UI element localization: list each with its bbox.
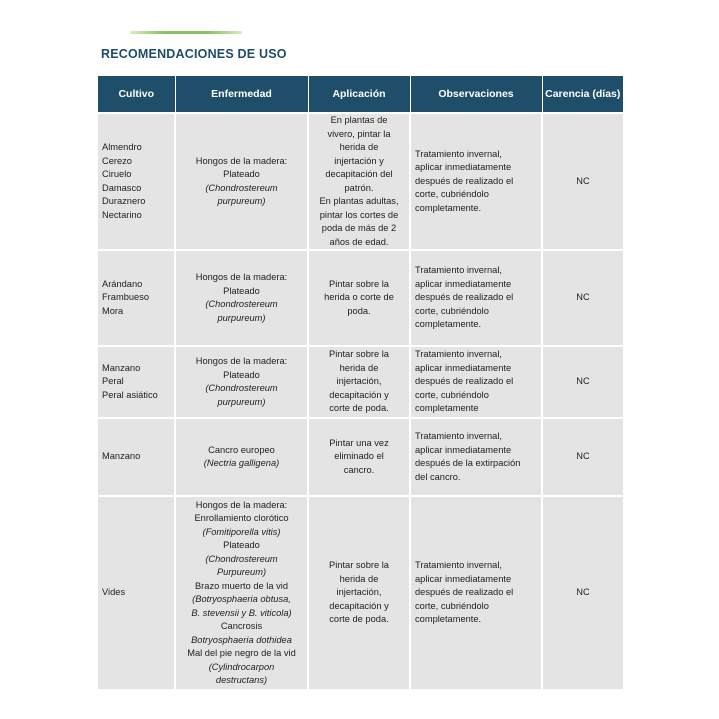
cell-text-line: completamente.	[415, 319, 482, 330]
cell-text-line: Plateado	[223, 285, 260, 296]
cell-text-line: corte, cubriéndolo	[415, 305, 489, 316]
cell-text-line: aplicar inmediatamente	[415, 444, 512, 455]
cell-text-line: En plantas adultas,	[319, 196, 399, 206]
cell-text-line: injertación,	[336, 376, 382, 387]
cell-text-line: Mora	[102, 305, 124, 316]
cell-aplicacion	[308, 250, 410, 346]
cell-text-line: Cancrosis	[220, 621, 263, 631]
cell-carencia: NC	[542, 113, 623, 250]
cell-cultivo	[98, 113, 175, 250]
cell-text-line: Botryosphaeria dothidea	[191, 634, 292, 645]
cell-text-line: (Chondrostereum	[205, 299, 278, 309]
cell-text-line: Cancro europeo	[208, 444, 275, 455]
cell-enfermedad	[175, 496, 308, 689]
cell-text-line: Pintar sobre la	[329, 349, 389, 360]
table-row	[98, 418, 623, 496]
cell-text-line: poda de más de 2	[321, 223, 397, 233]
cell-text-line: aplicar inmediatamente	[415, 278, 512, 289]
cell-text-line: decapitación y	[329, 600, 389, 611]
cell-text-line: (Chondrostereum	[205, 383, 278, 393]
cell-text-line: Almendro	[102, 142, 142, 152]
table-row	[98, 346, 623, 418]
cell-text-line: completamente.	[415, 614, 482, 625]
table-row	[98, 250, 623, 346]
cell-text-line: aplicar inmediatamente	[415, 362, 512, 373]
cell-enfermedad	[175, 346, 308, 418]
cell-text-line: Hongos de la madera:	[195, 356, 288, 366]
cell-text-line: poda.	[347, 305, 371, 316]
cell-aplicacion	[308, 346, 410, 418]
cell-text-line: Damasco	[102, 182, 142, 193]
cell-text-line: después de realizado el	[415, 376, 514, 387]
cell-text-line: Mal del pie negro de la vid	[187, 648, 296, 658]
cell-text-line: Pintar sobre la	[329, 278, 389, 289]
cell-text-line: decapitación del	[325, 169, 393, 179]
header-observaciones: Observaciones	[410, 76, 542, 113]
decorative-accent-line	[130, 31, 242, 34]
cell-text-line: Manzano	[102, 451, 141, 462]
cell-text-line: pintar los cortes de	[319, 209, 399, 220]
cell-text-line: Peral	[102, 376, 124, 387]
cell-text-line: (Chondrostereum	[205, 553, 278, 564]
cell-text-line: herida de	[339, 142, 379, 152]
cell-text-line: Enrollamiento clorótico	[194, 513, 289, 523]
cell-text-line: patrón.	[344, 182, 374, 193]
cell-text-line: (Chondrostereum	[205, 182, 278, 193]
cell-cultivo	[98, 346, 175, 418]
cell-text-line: (Fomitiporella vitis)	[202, 526, 281, 537]
header-cultivo: Cultivo	[98, 76, 175, 113]
cell-text-line: Peral asiático	[102, 389, 158, 400]
cell-text-line: corte, cubriéndolo	[415, 389, 489, 400]
cell-text-line: completamente	[415, 403, 479, 414]
cell-text-line: Ciruelo	[102, 169, 132, 179]
cell-text-line: Arándano	[102, 278, 143, 289]
recommendations-table	[98, 76, 623, 689]
cell-text-line: purpureum)	[217, 196, 266, 206]
cell-text-line: Tratamiento invernal,	[415, 349, 502, 360]
cell-text-line: En plantas de	[330, 115, 388, 125]
cell-carencia: NC	[542, 496, 623, 689]
cell-observaciones	[410, 113, 542, 250]
cell-text-line: cancro.	[343, 464, 375, 475]
cell-text-line: Purpureum)	[216, 567, 267, 577]
cell-text-line: decapitación y	[329, 389, 389, 400]
cell-text-line: Tratamiento invernal,	[415, 560, 502, 571]
cell-text-line: vivero, pintar la	[327, 128, 391, 139]
cell-text-line: herida de	[339, 362, 379, 373]
cell-text-line: herida de	[339, 573, 379, 584]
header-carencia: Carencia (días)	[542, 76, 623, 113]
cell-text-line: purpureum)	[217, 396, 266, 407]
cell-text-line: completamente.	[415, 202, 482, 213]
header-aplicacion: Aplicación	[308, 76, 410, 113]
cell-text-line: después de la extirpación	[415, 458, 521, 468]
cell-observaciones	[410, 496, 542, 689]
cell-text-line: Duraznero	[102, 196, 146, 206]
cell-text-line: corte, cubriéndolo	[415, 189, 489, 200]
cell-text-line: Nectarino	[102, 209, 142, 220]
cell-text-line: injertación,	[336, 587, 382, 598]
cell-text-line: Manzano	[102, 362, 141, 373]
header-enfermedad: Enfermedad	[175, 76, 308, 113]
cell-text-line: (Nectria galligena)	[203, 458, 280, 468]
cell-observaciones	[410, 346, 542, 418]
cell-text-line: Pintar una vez	[329, 437, 389, 448]
cell-cultivo	[98, 418, 175, 496]
cell-text-line: destructans)	[215, 675, 268, 685]
cell-text-line: (Botryosphaeria obtusa,	[192, 594, 291, 604]
cell-text-line: Brazo muerto de la vid	[194, 580, 288, 591]
cell-text-line: (Cylindrocarpon	[208, 661, 275, 672]
cell-text-line: aplicar inmediatamente	[415, 573, 512, 584]
cell-text-line: Tratamiento invernal,	[415, 148, 502, 159]
section-title: RECOMENDACIONES DE USO	[101, 47, 287, 61]
cell-cultivo	[98, 250, 175, 346]
cell-aplicacion	[308, 496, 410, 689]
cell-text-line: Frambueso	[102, 292, 150, 303]
cell-text-line: injertación y	[334, 155, 384, 166]
cell-enfermedad	[175, 418, 308, 496]
cell-text-line: años de edad.	[329, 236, 389, 247]
cell-text-line: Cerezo	[102, 155, 132, 166]
cell-text-line: del cancro.	[415, 471, 461, 482]
cell-cultivo	[98, 496, 175, 689]
cell-text-line: B. stevensii y B. viticola)	[191, 607, 292, 618]
table-header-row	[98, 76, 623, 113]
cell-text-line: Plateado	[223, 169, 260, 179]
cell-text-line: Hongos de la madera:	[195, 155, 288, 166]
cell-text-line: después de realizado el	[415, 587, 514, 598]
cell-text-line: eliminado el	[334, 451, 384, 462]
cell-text-line: corte de poda.	[329, 614, 389, 625]
cell-text-line: aplicar inmediatamente	[415, 162, 512, 173]
cell-enfermedad	[175, 250, 308, 346]
cell-text-line: después de realizado el	[415, 175, 514, 186]
cell-carencia: NC	[542, 418, 623, 496]
table-body	[98, 113, 623, 689]
cell-text-line: Tratamiento invernal,	[415, 265, 502, 276]
cell-text-line: Tratamiento invernal,	[415, 431, 502, 441]
cell-carencia: NC	[542, 250, 623, 346]
cell-text-line: Plateado	[223, 369, 260, 380]
cell-carencia: NC	[542, 346, 623, 418]
cell-aplicacion	[308, 418, 410, 496]
cell-enfermedad	[175, 113, 308, 250]
cell-text-line: Hongos de la madera:	[195, 272, 288, 282]
cell-observaciones	[410, 250, 542, 346]
cell-text-line: corte, cubriéndolo	[415, 600, 489, 611]
cell-text-line: después de realizado el	[415, 292, 514, 303]
table-row	[98, 496, 623, 689]
cell-text-line: Pintar sobre la	[329, 560, 389, 571]
cell-text-line: purpureum)	[217, 312, 266, 323]
cell-text-line: Plateado	[223, 540, 260, 550]
table-row	[98, 113, 623, 250]
cell-text-line: corte de poda.	[329, 403, 389, 414]
cell-aplicacion	[308, 113, 410, 250]
cell-text-line: herida o corte de	[324, 292, 394, 303]
cell-text-line: Hongos de la madera:	[195, 499, 288, 510]
cell-text-line: Vides	[102, 587, 126, 598]
cell-observaciones	[410, 418, 542, 496]
